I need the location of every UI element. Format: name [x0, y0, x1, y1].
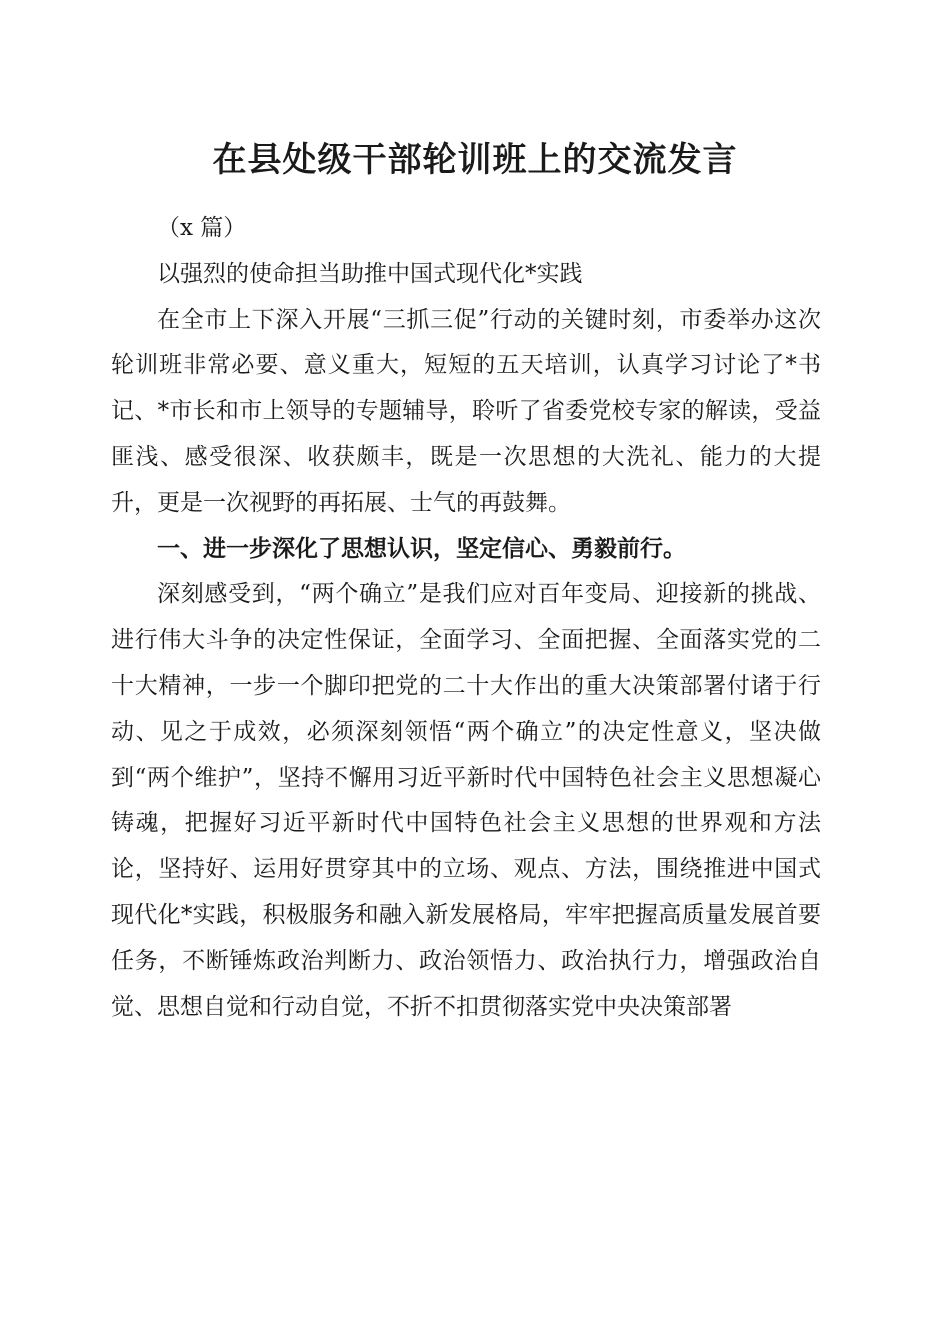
paragraph-series-note: （x 篇）: [157, 215, 247, 241]
section-heading-1: 一、进一步深化了思想认识，坚定信心、勇毅前行。: [157, 535, 686, 562]
paragraph-intro: 在全市上下深入开展“三抓三促”行动的关键时刻，市委举办这次轮训班非常必要、意义重大，短短的五天培训，认真学习讨论了*书记、*市长和市上领导的专题辅导，聆听了省委党校专家的解读，受益匪浅、感受很深、收获颇丰，既是一次思想的大洗礼、能力的大提升，更是一次视野的再拓展、士气的再鼓舞。: [111, 306, 821, 516]
paragraph-subtitle: 以强烈的使命担当助推中国式现代化*实践: [157, 260, 583, 287]
document-title: 在县处级干部轮训班上的交流发言: [212, 140, 738, 180]
document-body: [111, 206, 821, 1030]
paragraph-section-1-body: 深刻感受到，“两个确立”是我们应对百年变局、迎接新的挑战、进行伟大斗争的决定性保证，全面学习、全面把握、全面落实党的二十大精神，一步一个脚印把党的二十大作出的重大决策部署付诸于行动、见之于成效，必须深刻领悟“两个确立”的决定性意义，坚决做到“两个维护”，坚持不懈用习近平新时代中国特色社会主义思想凝心铸魂，把握好习近平新时代中国特色社会主义思想的世界观和方法论，坚持好、运用好贯穿其中的立场、观点、方法，围绕推进中国式现代化*实践，积极服务和融入新发展格局，牢牢把握高质量发展首要任务，不断锤炼政治判断力、政治领悟力、政治执行力，增强政治自觉、思想自觉和行动自觉，不折不扣贯彻落实党中央决策部署: [111, 581, 821, 1020]
